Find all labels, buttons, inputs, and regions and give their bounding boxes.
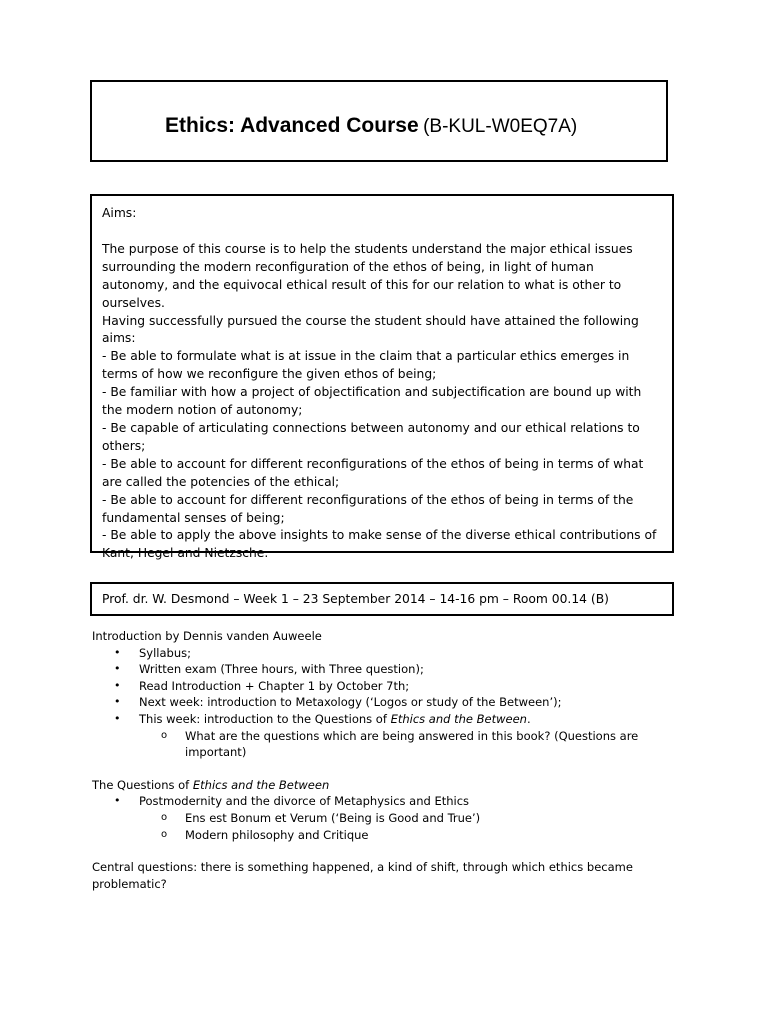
- list-item: [114, 694, 672, 711]
- sub-list-item: [161, 728, 672, 761]
- aims-paragraph-purpose: The purpose of this course is to help the students understand the major ethical issues surrounding the modern reconfiguration of the ethos of being, in light of human autonomy, and the equivocal ethical result of this for our relation to what is other to ourselves.: [102, 241, 633, 310]
- this-week-suffix: .: [526, 711, 531, 726]
- aim-item: - Be familiar with how a project of objectification and subjectification are bound up with the modern notion of autonomy;: [102, 385, 642, 418]
- book-title: Ethics and the Between: [192, 777, 330, 792]
- course-title-main: Ethics: Advanced Course: [165, 114, 419, 137]
- list-item: [114, 793, 672, 843]
- sub-list-item-text: What are the questions which are being answered in this book? (Questions are important): [185, 728, 639, 760]
- aims-paragraph-intro: Having successfully pursued the course the student should have attained the following aims:: [102, 313, 639, 346]
- postmodernity-sublist: [139, 810, 672, 843]
- list-item-text: Written exam (Three hours, with Three question);: [139, 662, 424, 677]
- sub-list-item: [161, 810, 672, 827]
- title-box: [90, 80, 668, 162]
- list-item-text: Postmodernity and the divorce of Metaphysics and Ethics: [139, 794, 470, 809]
- aim-item: - Be capable of articulating connections between autonomy and our ethical relations to others;: [102, 420, 640, 453]
- this-week-prefix: This week: introduction to the Questions of: [139, 711, 391, 726]
- aims-box: [90, 194, 674, 561]
- bullet-icon: •: [114, 678, 121, 692]
- list-item: [114, 678, 672, 695]
- sub-list-item: [161, 827, 672, 844]
- lecture-notes: [92, 628, 672, 892]
- aim-item: - Be able to account for different reconfigurations of the ethos of being in terms of what are called the potencies of the ethical;: [102, 456, 644, 489]
- bullet-icon: •: [114, 662, 121, 676]
- bullet-icon: •: [114, 711, 121, 725]
- questions-list: [92, 793, 672, 843]
- bullet-icon: •: [114, 645, 121, 659]
- list-item-text: Next week: introduction to Metaxology (‘Logos or study of the Between’);: [139, 695, 562, 710]
- hollow-bullet-icon: o: [161, 729, 168, 741]
- this-week-sublist: [139, 728, 672, 761]
- hollow-bullet-icon: o: [161, 828, 168, 840]
- course-title: [165, 114, 577, 138]
- list-item: [114, 711, 672, 761]
- questions-heading-prefix: The Questions of: [92, 777, 193, 792]
- central-questions: Central questions: there is something happened, a kind of shift, through which ethics became problematic?: [92, 860, 633, 891]
- book-title: Ethics and the Between: [390, 711, 527, 726]
- list-item: [114, 645, 672, 662]
- list-item: [114, 661, 672, 678]
- questions-heading: [92, 777, 672, 794]
- list-item-text: Syllabus;: [139, 645, 191, 660]
- sub-list-item-text: Modern philosophy and Critique: [185, 827, 369, 842]
- course-code: (B-KUL-W0EQ7A): [423, 116, 578, 137]
- aim-item: - Be able to formulate what is at issue in the claim that a particular ethics emerges in terms of how we reconfigure the given ethos of being;: [102, 349, 630, 382]
- aim-item: - Be able to account for different reconfigurations of the ethos of being in terms of the fundamental senses of being;: [102, 492, 634, 525]
- bullet-icon: •: [114, 695, 121, 709]
- aims-heading: Aims:: [102, 206, 137, 220]
- intro-line: Introduction by Dennis vanden Auweele: [92, 629, 322, 643]
- session-info: Prof. dr. W. Desmond – Week 1 – 23 September 2014 – 14-16 pm – Room 00.14 (B): [102, 592, 609, 606]
- sub-list-item-text: Ens est Bonum et Verum (‘Being is Good and True’): [185, 810, 481, 825]
- aim-item: - Be able to apply the above insights to make sense of the diverse ethical contributions of Kant, Hegel and Nietzsche.: [102, 528, 657, 561]
- list-item-text: Read Introduction + Chapter 1 by October 7th;: [139, 678, 410, 693]
- intro-list: [92, 645, 672, 761]
- bullet-icon: •: [114, 794, 121, 808]
- hollow-bullet-icon: o: [161, 811, 168, 823]
- session-info-box: [90, 582, 674, 616]
